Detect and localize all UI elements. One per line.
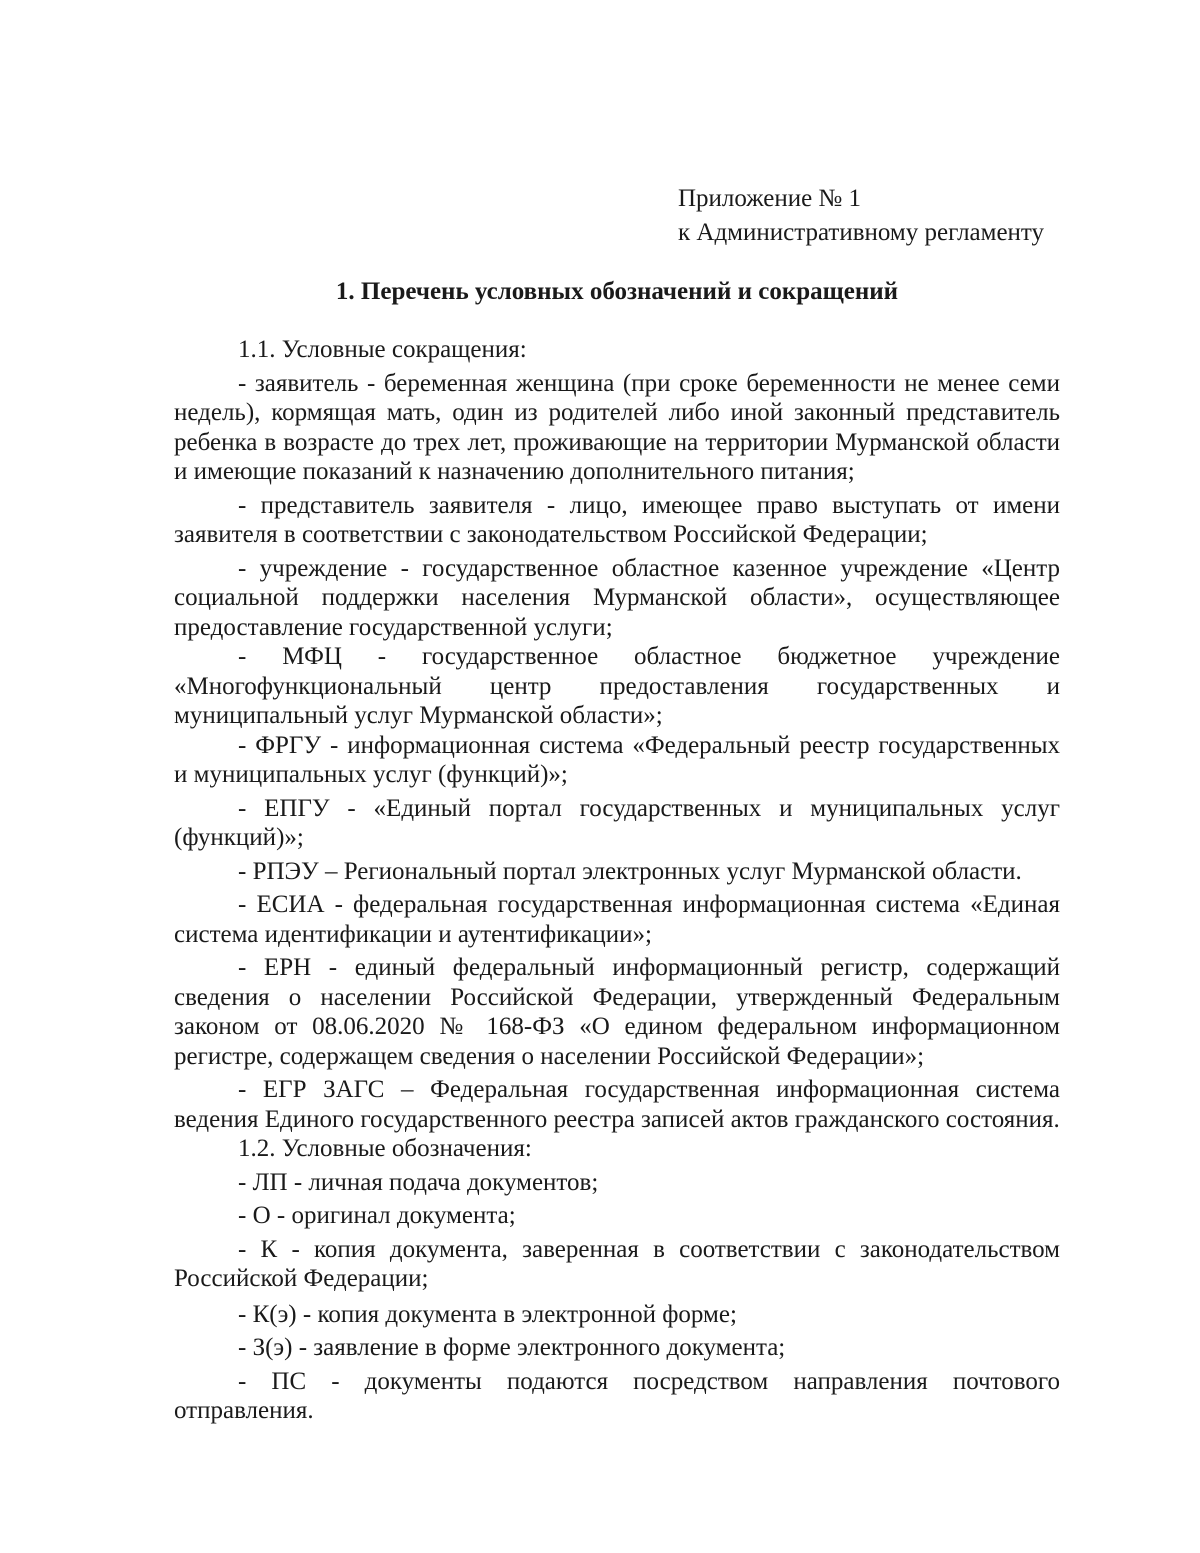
abbreviation-item: - ЕРН - единый федеральный информационный регистр, содержащий сведения о населении Российской Федерации, утвержденный Федеральным законом от 08.06.2020 № 168-ФЗ «О едином федеральном информационном регистре, содержащем сведения о населении Российской Федерации»; (174, 954, 1060, 1070)
abbreviation-item: - учреждение - государственное областное казенное учреждение «Центр социальной поддержки населения Мурманской области», осуществляющее предоставление государственной услуги; (174, 554, 1060, 641)
symbol-item: - О - оригинал документа; (238, 1202, 516, 1229)
abbreviation-item: - представитель заявителя - лицо, имеющее право выступать от имени заявителя в соответствии с законодательством Российской Федерации; (174, 491, 1060, 548)
abbreviation-item: - заявитель - беременная женщина (при сроке беременности не менее семи недель), кормящая мать, один из родителей либо иной законный представитель ребенка в возрасте до трех лет, проживающие на территории Мурманской области и имеющие показаний к назначению дополнительного питания; (174, 369, 1060, 485)
abbreviation-item: - РПЭУ – Региональный портал электронных услуг Мурманской области. (238, 857, 1022, 885)
symbol-item: - К(э) - копия документа в электронной форме; (238, 1300, 737, 1328)
appendix-reference: к Административному регламенту (678, 219, 1045, 246)
abbreviation-item: - ЕСИА - федеральная государственная информационная система «Единая система идентификации и аутентификации»; (174, 891, 1060, 948)
document-body (174, 335, 1060, 1426)
appendix-number: Приложение № 1 (678, 185, 862, 212)
symbol-item: - ЛП - личная подача документов; (238, 1168, 599, 1196)
section-title-symbols: 1.2. Условные обозначения: (238, 1135, 532, 1162)
document-heading: 1. Перечень условных обозначений и сокращений (335, 278, 899, 305)
abbreviation-item: - ЕПГУ - «Единый портал государственных и муниципальных услуг (функций)»; (174, 794, 1060, 851)
appendix-block (678, 182, 1044, 250)
section-title-abbreviations: 1.1. Условные сокращения: (238, 336, 527, 363)
symbol-item: - З(э) - заявление в форме электронного документа; (238, 1334, 786, 1361)
abbreviation-item: - ФРГУ - информационная система «Федеральный реестр государственных и муниципальных услуг (функций)»; (174, 731, 1060, 788)
abbreviation-item: - МФЦ - государственное областное бюджетное учреждение «Многофункциональный центр предоставления государственных и муниципальный услуг Мурманской области»; (174, 643, 1060, 729)
symbol-item: - ПС - документы подаются посредством направления почтового отправления. (174, 1367, 1060, 1424)
abbreviation-item: - ЕГР ЗАГС – Федеральная государственная информационная система ведения Единого государственного реестра записей актов гражданского состояния. (174, 1076, 1060, 1133)
symbol-item: - К - копия документа, заверенная в соответствии с законодательством Российской Федерации; (174, 1235, 1060, 1292)
